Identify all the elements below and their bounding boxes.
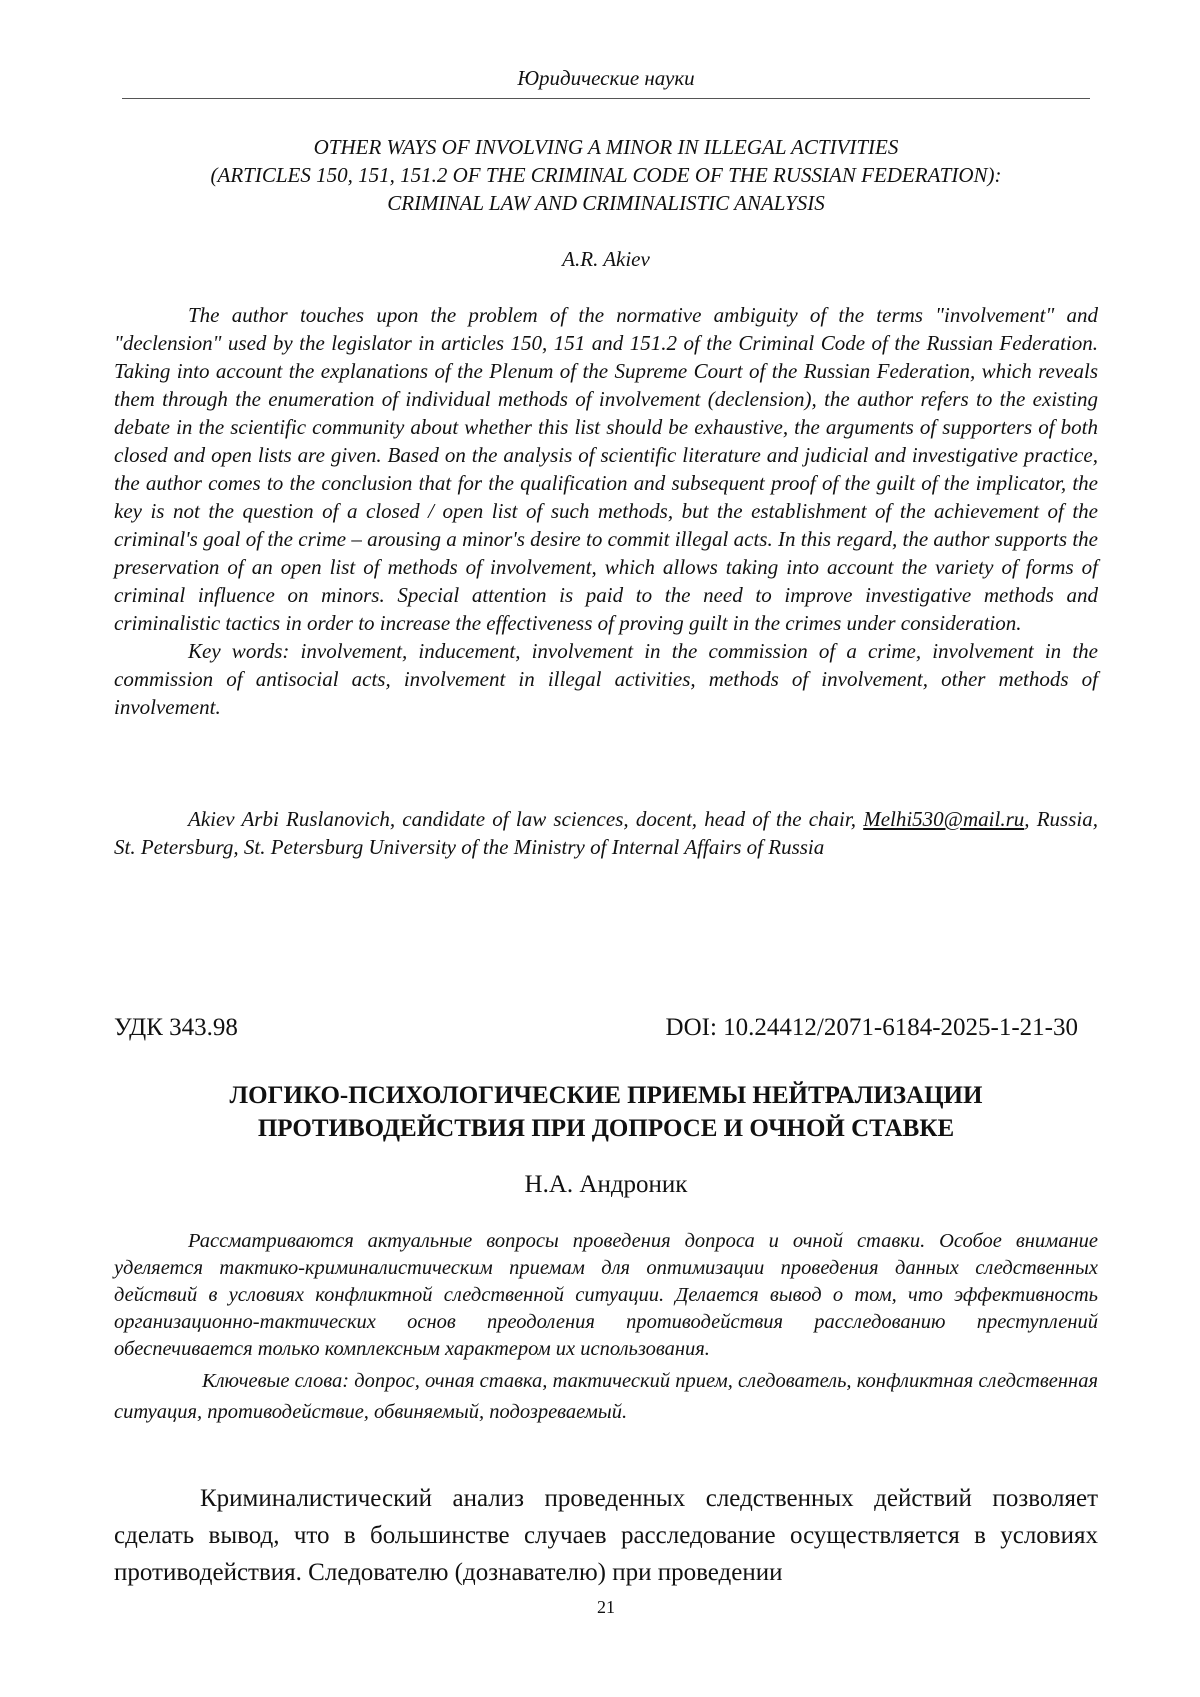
udk-code: УДК 343.98 — [114, 1014, 238, 1041]
english-title-line: CRIMINAL LAW AND CRIMINALISTIC ANALYSIS — [387, 191, 825, 215]
russian-article-author: Н.А. Андроник — [524, 1171, 688, 1198]
russian-title-line: ЛОГИКО-ПСИХОЛОГИЧЕСКИЕ ПРИЕМЫ НЕЙТРАЛИЗАЦИИ — [229, 1082, 983, 1109]
english-author-affiliation — [114, 805, 1098, 861]
russian-article-title — [114, 1079, 1098, 1145]
article-body — [114, 1480, 1098, 1591]
russian-abstract: Рассматриваются актуальные вопросы проведения допроса и очной ставки. Особое внимание уделяется тактико-криминалистическим приемам для оптимизации проведения данных следственных действий в условиях конфликтной следственной ситуации. Делается вывод о том, что эффективность организационно-тактических основ преодоления противодействия расследованию преступлений обеспечивается только комплексным характером их использования. — [114, 1230, 1098, 1360]
page-number: 21 — [597, 1597, 615, 1617]
author-email-link[interactable]: Melhi530@mail.ru — [863, 807, 1025, 831]
english-title-line: OTHER WAYS OF INVOLVING A MINOR IN ILLEGAL ACTIVITIES — [313, 135, 899, 159]
body-paragraph: Криминалистический анализ проведенных следственных действий позволяет сделать вывод, что в большинстве случаев расследование осуществляется в условиях противодействия. Следователю (дознавателю) при проведении — [114, 1485, 1098, 1586]
english-article-author: A.R. Akiev — [562, 247, 650, 271]
running-header: Юридические науки — [517, 66, 695, 90]
english-abstract-block — [114, 301, 1098, 721]
affiliation-text-continued: , Russia, St. Petersburg, St. Petersburg University of the Ministry of Internal Affairs of Russia — [114, 807, 1098, 859]
english-keywords: Key words: involvement, inducement, involvement in the commission of a crime, involvement in the commission of antisocial acts, involvement in illegal activities, methods of involvement, other methods of involvement. — [114, 639, 1098, 719]
russian-keywords: Ключевые слова: допрос, очная ставка, тактический прием, следователь, конфликтная следственная ситуация, противодействие, обвиняемый, подозреваемый. — [114, 1370, 1098, 1423]
english-abstract: The author touches upon the problem of the normative ambiguity of the terms "involvement" and "declension" used by the legislator in articles 150, 151 and 151.2 of the Criminal Code of the Russian Federation. Taking into account the explanations of the Plenum of the Supreme Court of the Russian Federation, which reveals them through the enumeration of individual methods of involvement (declension), the author refers to the existing debate in the scientific community about whether this list should be exhaustive, the arguments of supporters of both closed and open lists are given. Based on the analysis of scientific literature and judicial and investigative practice, the author comes to the conclusion that for the qualification and subsequent proof of the guilt of the implicator, the key is not the question of a closed / open list of such methods, but the establishment of the achievement of the criminal's goal of the crime – arousing a minor's desire to commit illegal acts. In this regard, the author supports the preservation of an open list of methods of involvement, which allows taking into account the variety of forms of criminal influence on minors. Special attention is paid to the need to improve investigative methods and criminalistic tactics in order to increase the effectiveness of proving guilt in the crimes under consideration. — [114, 303, 1098, 635]
affiliation-text: Akiev Arbi Ruslanovich, candidate of law sciences, docent, head of the chair, — [188, 807, 856, 831]
classification-row — [114, 1014, 1078, 1042]
russian-title-line: ПРОТИВОДЕЙСТВИЯ ПРИ ДОПРОСЕ И ОЧНОЙ СТАВКЕ — [257, 1115, 955, 1142]
russian-abstract-block — [114, 1228, 1098, 1428]
english-article-title — [122, 133, 1090, 217]
english-title-line: (ARTICLES 150, 151, 151.2 OF THE CRIMINAL CODE OF THE RUSSIAN FEDERATION): — [210, 163, 1002, 187]
header-divider — [122, 98, 1090, 99]
doi-identifier: DOI: 10.24412/2071-6184-2025-1-21-30 — [665, 1014, 1078, 1041]
